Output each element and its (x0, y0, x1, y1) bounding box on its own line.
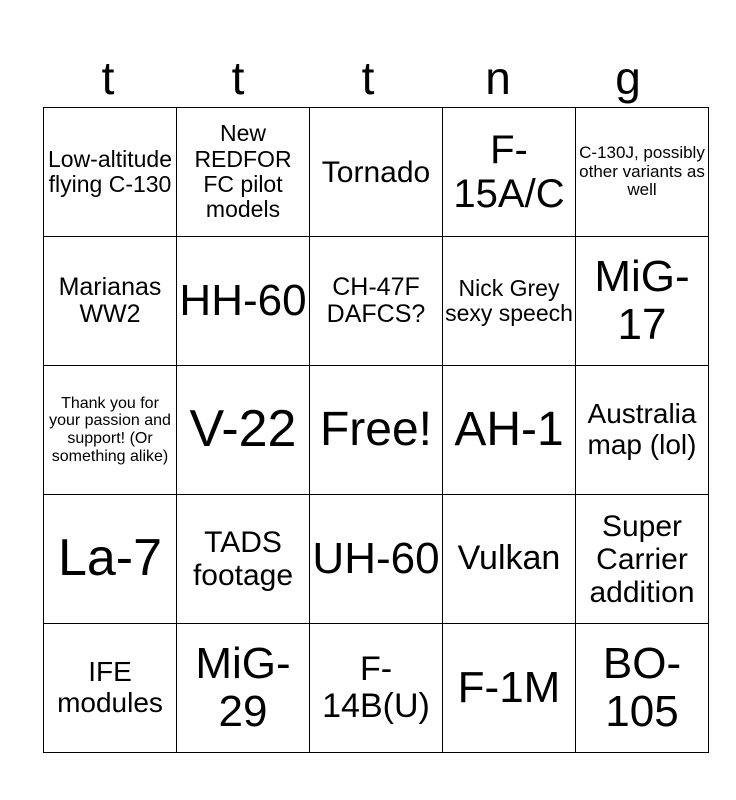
board-row (44, 624, 709, 753)
bingo-cell[interactable]: Australia map (lol) (576, 366, 709, 495)
bingo-cell[interactable]: F-1M (443, 624, 576, 753)
bingo-header (43, 52, 693, 104)
bingo-cell[interactable]: La-7 (44, 495, 177, 624)
header-letter-5: g (615, 52, 641, 104)
bingo-cell[interactable]: MiG-29 (177, 624, 310, 753)
bingo-cell[interactable]: BO-105 (576, 624, 709, 753)
bingo-cell[interactable]: Low-altitude flying C-130 (44, 108, 177, 237)
bingo-cell[interactable]: IFE modules (44, 624, 177, 753)
bingo-cell[interactable]: HH-60 (177, 237, 310, 366)
bingo-cell[interactable]: Super Carrier addition (576, 495, 709, 624)
bingo-cell[interactable]: AH-1 (443, 366, 576, 495)
header-letter-1: t (101, 52, 115, 104)
board-row (44, 366, 709, 495)
bingo-cell[interactable]: C-130J, possibly other variants as well (576, 108, 709, 237)
bingo-cell[interactable]: Nick Grey sexy speech (443, 237, 576, 366)
bingo-cell[interactable]: Vulkan (443, 495, 576, 624)
board-row (44, 108, 709, 237)
board-row (44, 237, 709, 366)
bingo-cell[interactable]: TADS footage (177, 495, 310, 624)
bingo-cell[interactable]: CH-47F DAFCS? (310, 237, 443, 366)
bingo-cell[interactable]: New REDFOR FC pilot models (177, 108, 310, 237)
bingo-cell[interactable]: F-15A/C (443, 108, 576, 237)
header-letter-4: n (485, 52, 511, 104)
bingo-cell[interactable]: UH-60 (310, 495, 443, 624)
bingo-cell[interactable]: Free! (310, 366, 443, 495)
bingo-cell[interactable]: Thank you for your passion and support! (Or something alike) (44, 366, 177, 495)
bingo-cell[interactable]: Marianas WW2 (44, 237, 177, 366)
board-row (44, 495, 709, 624)
bingo-cell[interactable]: F-14B(U) (310, 624, 443, 753)
bingo-cell[interactable]: Tornado (310, 108, 443, 237)
header-letter-2: t (231, 52, 245, 104)
bingo-board (43, 107, 709, 753)
bingo-cell[interactable]: MiG-17 (576, 237, 709, 366)
bingo-cell[interactable]: V-22 (177, 366, 310, 495)
header-letter-3: t (361, 52, 375, 104)
